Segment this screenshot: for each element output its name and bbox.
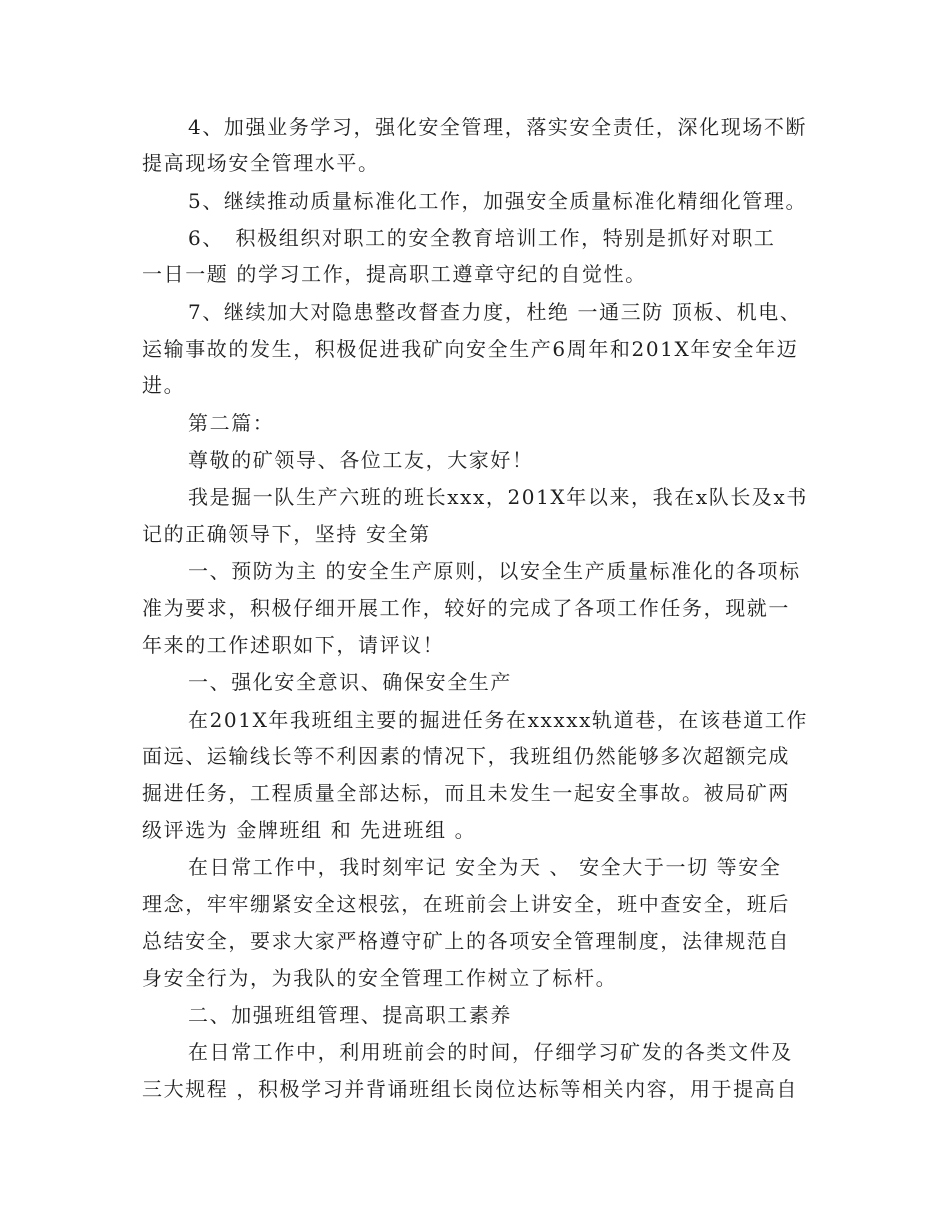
paragraph-6-line-2: 一日一题 的学习工作，提高职工遵章守纪的自觉性。 <box>142 262 647 286</box>
principle-line-1: 一、预防为主 的安全生产原则，以安全生产质量标准化的各项标 <box>188 559 801 583</box>
principle-line-2: 准为要求，积极仔细开展工作，较好的完成了各项工作任务，现就一 <box>142 596 790 620</box>
principle-line-3: 年来的工作述职如下，请评议！ <box>142 633 445 657</box>
safety-paragraph-line-4: 级评选为 金牌班组 和 先进班组 。 <box>142 818 477 842</box>
safety-paragraph-line-2: 面远、运输线长等不利因素的情况下，我班组仍然能够多次超额完成 <box>142 744 790 768</box>
paragraph-4-line-2: 提高现场安全管理水平。 <box>142 151 380 175</box>
daily-work-line-4: 身安全行为，为我队的安全管理工作树立了标杆。 <box>142 966 618 990</box>
daily-work-line-2: 理念，牢牢绷紧安全这根弦，在班前会上讲安全，班中查安全，班后 <box>142 892 790 916</box>
intro-line-2: 记的正确领导下，坚持 安全第 <box>142 522 431 546</box>
management-line-2: 三大规程 ，积极学习并背诵班组长岗位达标等相关内容，用于提高自 <box>142 1077 798 1101</box>
section-heading-part-two: 第二篇： <box>188 411 275 435</box>
intro-line-1: 我是掘一队生产六班的班长xxx，201X年以来，我在x队长及x书 <box>188 485 809 509</box>
heading-team-management: 二、加强班组管理、提高职工素养 <box>188 1003 512 1027</box>
safety-paragraph-line-3: 掘进任务，工程质量全部达标，而且未发生一起安全事故。被局矿两 <box>142 781 790 805</box>
management-line-1: 在日常工作中，利用班前会的时间，仔细学习矿发的各类文件及 <box>188 1040 793 1064</box>
paragraph-7-line-2: 运输事故的发生，积极促进我矿向安全生产6周年和201X年安全年迈 <box>142 337 799 361</box>
paragraph-6-line-1: 6、 积极组织对职工的安全教育培训工作，特别是抓好对职工 <box>188 226 776 250</box>
paragraph-7-line-3: 进。 <box>142 373 186 397</box>
greeting: 尊敬的矿领导、各位工友，大家好！ <box>188 448 534 472</box>
daily-work-line-1: 在日常工作中，我时刻牢记 安全为天 、 安全大于一切 等安全 <box>188 855 782 879</box>
safety-paragraph-line-1: 在201X年我班组主要的掘进任务在xxxxx轨道巷，在该巷道工作 <box>188 708 809 732</box>
paragraph-4-line-1: 4、加强业务学习，强化安全管理，落实安全责任，深化现场不断 <box>188 115 808 139</box>
heading-safety-awareness: 一、强化安全意识、确保安全生产 <box>188 670 512 694</box>
paragraph-5-line-1: 5、继续推动质量标准化工作，加强安全质量标准化精细化管理。 <box>188 189 808 213</box>
paragraph-7-line-1: 7、继续加大对隐患整改督查力度，杜绝 一通三防 顶板、机电、 <box>188 300 802 324</box>
daily-work-line-3: 总结安全，要求大家严格遵守矿上的各项安全管理制度，法律规范自 <box>142 929 790 953</box>
